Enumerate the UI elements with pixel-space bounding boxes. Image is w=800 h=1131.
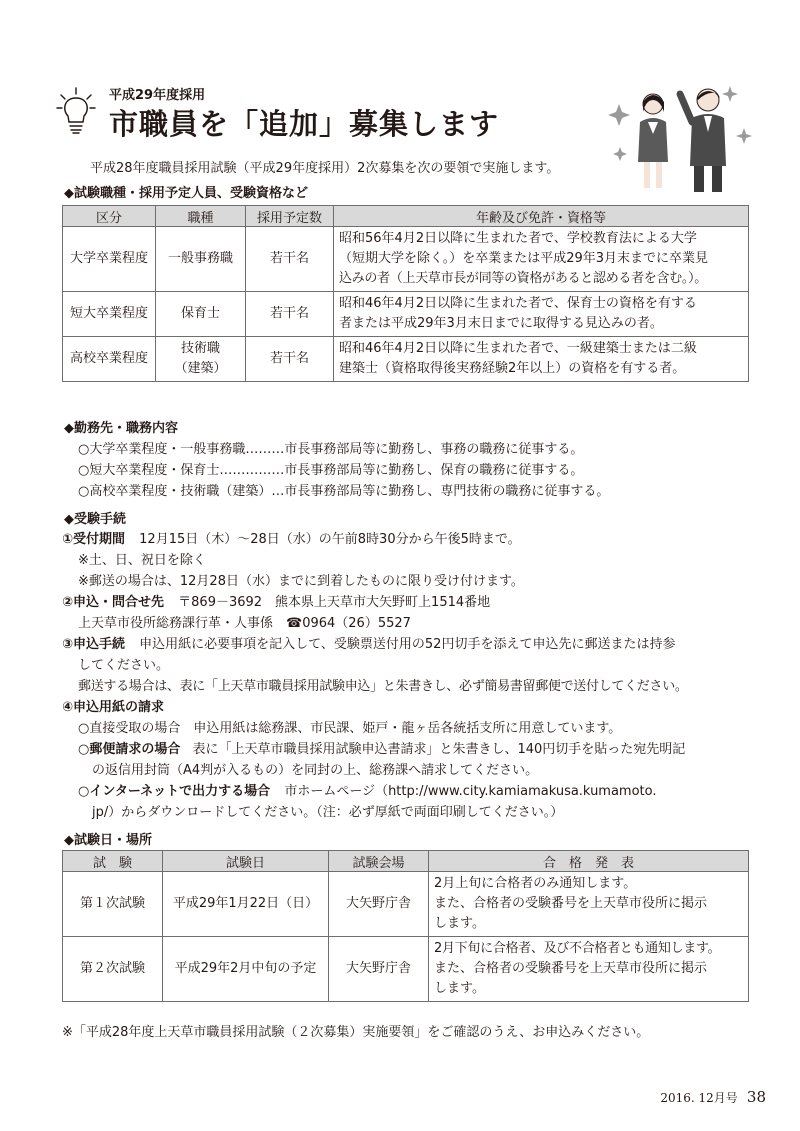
- shokushu-cell: [156, 337, 246, 382]
- procedure-4-internet-text: 市ホームページ（http://www.city.kamiamakusa.kumamoto.: [284, 784, 657, 799]
- header-cell: 試験日: [163, 851, 329, 872]
- venue-cell: 大矢野庁舎: [329, 872, 429, 937]
- closing-note: ※「平成28年度上天草市職員採用試験（２次募集）実施要領」をご確認のうえ、お申込みください。: [62, 1025, 650, 1040]
- procedure-1-note: ※土、日、祝日を除く: [78, 553, 206, 568]
- header-cell: 区分: [63, 206, 156, 227]
- procedure-4-label: ④申込用紙の請求: [62, 700, 165, 715]
- requirement-line: （短期大学を除く。）を卒業または平成29年3月末までに卒業見: [339, 251, 709, 266]
- procedure-3-label: ③申込手続: [62, 637, 126, 652]
- procedure-4-internet: [78, 780, 657, 799]
- section-heading-qualification: ◆試験職種・採用予定人員、受験資格など: [64, 186, 308, 201]
- workplace-item: ○短大卒業程度・保育士……………市長事務部局等に勤務し、保育の職務に従事する。: [78, 463, 584, 478]
- procedure-1-note: ※郵送の場合は、12月28日（水）までに到着したものに限り受け付けます。: [78, 574, 524, 589]
- procedure-4-internet-line: jp/）からダウンロードしてください。（注：必ず厚紙で両面印刷してください。）: [92, 805, 564, 820]
- intro-text: 平成28年度職員採用試験（平成29年度採用）2次募集を次の要領で実施します。: [90, 161, 560, 176]
- requirement-line: 昭和56年4月2日以降に生まれた者で、学校教育法による大学: [339, 231, 697, 246]
- lightbulb-icon: [56, 86, 96, 136]
- shokushu-line: 技術職: [180, 341, 220, 356]
- workplace-item: ○大学卒業程度・一般事務職………市長事務部局等に勤務し、事務の職務に従事する。: [78, 442, 584, 457]
- table-row: [63, 337, 749, 382]
- requirement-line: 建築士（資格取得後実務経験2年以上）の資格を有する者。: [339, 361, 686, 376]
- requirement-cell: [334, 227, 749, 292]
- announcement-line: 2月上旬に合格者のみ通知します。: [434, 876, 637, 891]
- page-footer: [660, 1087, 766, 1106]
- procedure-3-line: 郵送する場合は、表に「上天草市職員採用試験申込」と朱書きし、必ず簡易書留郵便で送付してください。: [78, 679, 688, 694]
- procedure-1: [62, 528, 521, 547]
- exam-cell: 第１次試験: [63, 872, 163, 937]
- venue-cell: 大矢野庁舎: [329, 937, 429, 1002]
- date-cell: 平成29年2月中旬の予定: [163, 937, 329, 1002]
- section-heading-procedure: ◆受験手続: [64, 512, 126, 527]
- requirement-line: 昭和46年4月2日以降に生まれた者で、保育士の資格を有する: [339, 296, 697, 311]
- date-cell: 平成29年1月22日（日）: [163, 872, 329, 937]
- procedure-3: [62, 633, 675, 652]
- kubun-cell: 高校卒業程度: [63, 337, 156, 382]
- shokushu-line: （建築）: [174, 361, 227, 376]
- announcement-line: 2月下旬に合格者、及び不合格者とも通知します。: [434, 941, 721, 956]
- kubun-cell: 短大卒業程度: [63, 292, 156, 337]
- header-cell: 年齢及び免許・資格等: [334, 206, 749, 227]
- announcement-line: また、合格者の受験番号を上天草市役所に掲示: [434, 896, 708, 911]
- procedure-1-text: 12月15日（木）～28日（水）の午前8時30分から午後5時まで。: [139, 532, 521, 547]
- procedure-2: [62, 591, 490, 610]
- header-subtitle: 平成29年度採用: [109, 88, 206, 103]
- table-header-row: [63, 851, 749, 872]
- table-row: [63, 227, 749, 292]
- procedure-4-mail-text: 表に「上天草市職員採用試験申込書請求」と朱書きし、140円切手を貼った宛先明記: [192, 742, 686, 757]
- procedure-4-mail-line: の返信用封筒（A4判が入るもの）を同封の上、総務課へ請求してください。: [92, 763, 539, 778]
- celebrating-people-illustration: [608, 82, 758, 194]
- section-heading-schedule: ◆試験日・場所: [64, 833, 152, 848]
- procedure-3-text: 申込用紙に必要事項を記入して、受験票送付用の52円切手を添えて申込先に郵送または持参: [139, 637, 676, 652]
- header-cell: 合 格 発 表: [429, 851, 749, 872]
- procedure-2-label: ②申込・問合せ先: [62, 595, 165, 610]
- requirement-cell: [334, 292, 749, 337]
- issue-label: 2016. 12月号: [660, 1091, 738, 1105]
- page-number: 38: [746, 1088, 766, 1106]
- shokushu-cell: 一般事務職: [156, 227, 246, 292]
- schedule-table: [62, 850, 749, 1002]
- header-cell: 試 験: [63, 851, 163, 872]
- count-cell: 若干名: [246, 227, 334, 292]
- announcement-cell: [429, 872, 749, 937]
- page-title: 市職員を「追加」募集します: [109, 107, 500, 141]
- procedure-4-mail: [78, 738, 685, 757]
- workplace-item: ○高校卒業程度・技術職（建築）…市長事務部局等に勤務し、専門技術の職務に従事する。: [78, 484, 610, 499]
- procedure-1-label: ①受付期間: [62, 532, 126, 547]
- woman-figure: [638, 94, 668, 188]
- procedure-4-direct: ○直接受取の場合 申込用紙は総務課、市民課、姫戸・龍ヶ岳各統括支所に用意しています。: [78, 721, 622, 736]
- table-row: [63, 937, 749, 1002]
- header-cell: 採用予定数: [246, 206, 334, 227]
- announcement-line: します。: [434, 981, 485, 996]
- count-cell: 若干名: [246, 337, 334, 382]
- requirement-cell: [334, 337, 749, 382]
- qualification-table: [62, 205, 749, 382]
- procedure-2-contact: 上天草市役所総務課行革・人事係 ☎0964（26）5527: [78, 616, 411, 631]
- procedure-4-internet-label: ○インターネットで出力する場合: [78, 784, 271, 799]
- announcement-line: します。: [434, 916, 485, 931]
- requirement-line: 者または平成29年3月末日までに取得する見込みの者。: [339, 316, 663, 331]
- procedure-3-line: してください。: [78, 658, 170, 673]
- table-row: [63, 292, 749, 337]
- procedure-2-text: 〒869－3692 熊本県上天草市大矢野町上1514番地: [178, 595, 491, 610]
- procedure-4-mail-label: ○郵便請求の場合: [78, 742, 181, 757]
- header-cell: 試験会場: [329, 851, 429, 872]
- count-cell: 若干名: [246, 292, 334, 337]
- exam-cell: 第２次試験: [63, 937, 163, 1002]
- table-header-row: [63, 206, 749, 227]
- kubun-cell: 大学卒業程度: [63, 227, 156, 292]
- shokushu-cell: 保育士: [156, 292, 246, 337]
- requirement-line: 込みの者（上天草市長が同等の資格があると認める者を含む。）。: [339, 271, 708, 286]
- section-heading-workplace: ◆勤務先・職務内容: [64, 421, 178, 436]
- table-row: [63, 872, 749, 937]
- announcement-line: また、合格者の受験番号を上天草市役所に掲示: [434, 961, 708, 976]
- man-figure: [680, 89, 726, 192]
- announcement-cell: [429, 937, 749, 1002]
- requirement-line: 昭和46年4月2日以降に生まれた者で、一級建築士または二級: [339, 341, 697, 356]
- header-cell: 職種: [156, 206, 246, 227]
